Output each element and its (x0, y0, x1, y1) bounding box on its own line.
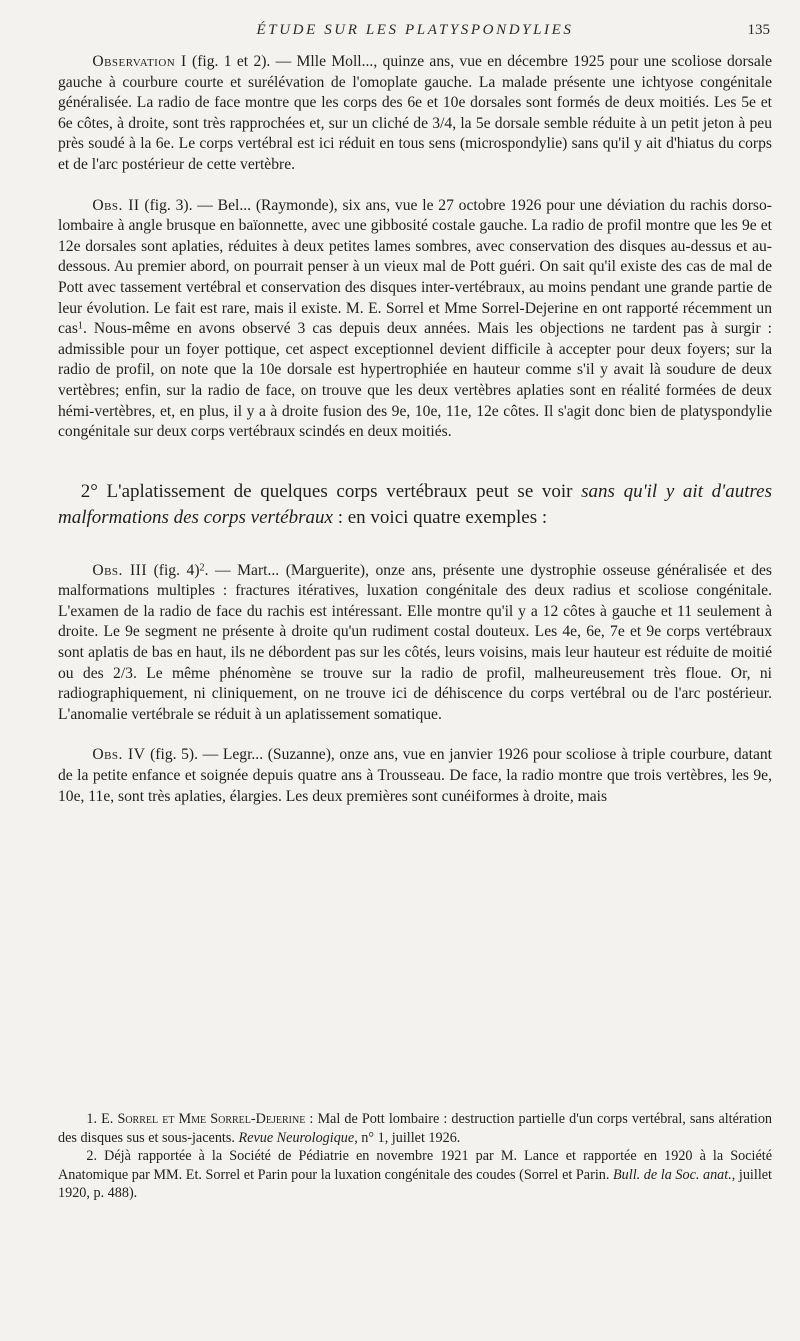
observation-3-paragraph (58, 561, 772, 726)
section-tail: : en voici quatre exemples : (332, 506, 548, 528)
footnote-1 (58, 1110, 772, 1147)
section-heading-2 (58, 479, 772, 531)
footnote-2-tail: , juillet 1920, p. 488). (58, 1166, 772, 1202)
observation-4-heading: Obs. IV (92, 746, 146, 764)
observation-4-text: (fig. 5). — Legr... (Suzanne), onze ans, vue en janvier 1926 pour scoliose à triple courbure, datant de la petite enfance et soignée depuis quatre ans à Trousseau. De face, la radio montre que trois vertèbres, les 9e, 10e, 11e, sont très aplaties, élargies. Les deux premières sont cunéiformes à droite, mais (58, 746, 773, 805)
footnote-1-number: 1. (86, 1111, 98, 1127)
observation-2-text: (fig. 3). — Bel... (Raymonde), six ans, vue le 27 octobre 1926 pour une déviation du rachis dorso-lombaire à angle brusque en baïonnette, avec une gibbosité costale gauche. La radio de profil montre que les 9e et 12e dorsales sont aplaties, réduites à deux petites lames sombres, avec conservation des disques au-dessus et au-dessous. Au premier abord, on pourrait penser à un vieux mal de Pott guéri. On sait qu'il existe des cas de mal de Pott avec tassement vertébral et conservation des disques inter-vertébraux, au moins pendant une grande partie de leur évolution. Le fait est rare, mais il existe. M. E. Sorrel et Mme Sorrel-Dejerine en ont rapporté récemment un cas (58, 196, 772, 338)
footnote-2-text: Déjà rapportée à la Société de Pédiatrie en novembre 1921 par M. Lance et rapportée en 1920 à la Société Anatomique par MM. Et. Sorrel et Parin pour la luxation congénitale des coudes (Sorrel et Parin. (58, 1148, 772, 1183)
observation-3-heading: Obs. III (92, 561, 148, 579)
observation-4-paragraph (58, 745, 772, 807)
observation-1-text: (fig. 1 et 2). — Mlle Moll..., quinze ans, vue en décembre 1925 pour une scoliose dorsale gauche à courbure courte et surélévation de l'omoplate gauche. La malade présente une ichtyose congénitale généralisée. La radio de face montre que les corps des 6e et 10e dorsales sont formés de deux moitiés. Les 5e et 6e côtes, à droite, sont très rapprochées et, sur un cliché de 3/4, la 5e dorsale semble réduite à un petit jeton à peu près soudé à la 6e. Le corps vertébral est ici réduit en tous sens (microspondylie) sans qu'il y ait d'hiatus du corps et de l'arc postérieur de cette vertèbre. (58, 53, 772, 173)
running-header (58, 22, 772, 52)
section-italic: sans qu'il y ait d'autres malformations des corps vertébraux (58, 480, 772, 528)
observation-1-paragraph (58, 52, 772, 176)
footnotes (58, 1110, 772, 1203)
running-title: ÉTUDE SUR LES PLATYSPONDYLIES (256, 22, 574, 38)
observation-1-heading: Observation I (92, 53, 187, 70)
observation-3-figure-ref: (fig. 4) (147, 561, 200, 579)
footnote-ref-1: 1 (77, 320, 83, 332)
footnote-1-authors: E. Sorrel et Mme Sorrel-Dejerine (101, 1111, 306, 1127)
footnote-1-tail: , n° 1, juillet 1926. (354, 1129, 461, 1146)
observation-2-paragraph (58, 196, 772, 443)
observation-2-heading: Obs. II (92, 196, 140, 214)
footnote-2-journal: Bull. de la Soc. anat. (613, 1166, 732, 1183)
footnote-1-text: : Mal de Pott lombaire : destruction partielle d'un corps vertébral, sans altération des disques sus et sous-jacents. (58, 1111, 773, 1146)
observation-2-text-continued: . Nous-même en avons observé 3 cas depuis deux années. Mais les objections ne tardent pas à surgir : admissible pour un foyer pottique, cet aspect exceptionnel devient difficile à accepter pour deux foyers; sur la radio de profil, on note que la 10e dorsale est hypertrophiée en hauteur comme s'il y avait là soudure de deux vertèbres; enfin, sur la radio de face, on trouve que les deux vertèbres aplaties sont en réalité formées de deux hémi-vertèbres, et, en plus, il y a à droite fusion des 9e, 10e, 11e, 12e côtes. Il s'agit donc bien de platyspondylie congénitale sur deux corps vertébraux scindés en deux moitiés. (58, 320, 772, 441)
footnote-2 (58, 1147, 772, 1203)
page-number: 135 (747, 22, 770, 38)
footnote-2-number: 2. (86, 1148, 98, 1165)
footnote-1-journal: Revue Neurologique (238, 1129, 355, 1146)
observation-3-text: . — Mart... (Marguerite), onze ans, présente une dystrophie osseuse généralisée et des malformations multiples : fractures itératives, luxation congénitale des deux radius et scoliose congénitale. L'examen de la radio de face du rachis est intéressant. Elle montre qu'il y a 12 côtes à gauche et 11 seulement à droite. Le 9e segment ne présente à droite qu'un rudiment costal douteux. Les 4e, 6e, 7e et 9e corps vertébraux sont aplatis de bas en haut, ils ne débordent pas sur les côtés, leurs voisins, mais leur hauteur est réduite de moitié ou des 2/3. Le même phénomène se trouve sur la radio de profil, malheureusement très floue. Or, ni radiographiquement, ni cliniquement, on ne trouve ici de déhiscence du corps vertébral ou de l'arc postérieur. L'anomalie vertébrale se réduit à un aplatissement somatique. (58, 561, 773, 723)
footnote-ref-2: 2 (199, 562, 205, 574)
section-lead: 2° L'aplatissement de quelques corps vertébraux peut se voir (80, 480, 582, 502)
